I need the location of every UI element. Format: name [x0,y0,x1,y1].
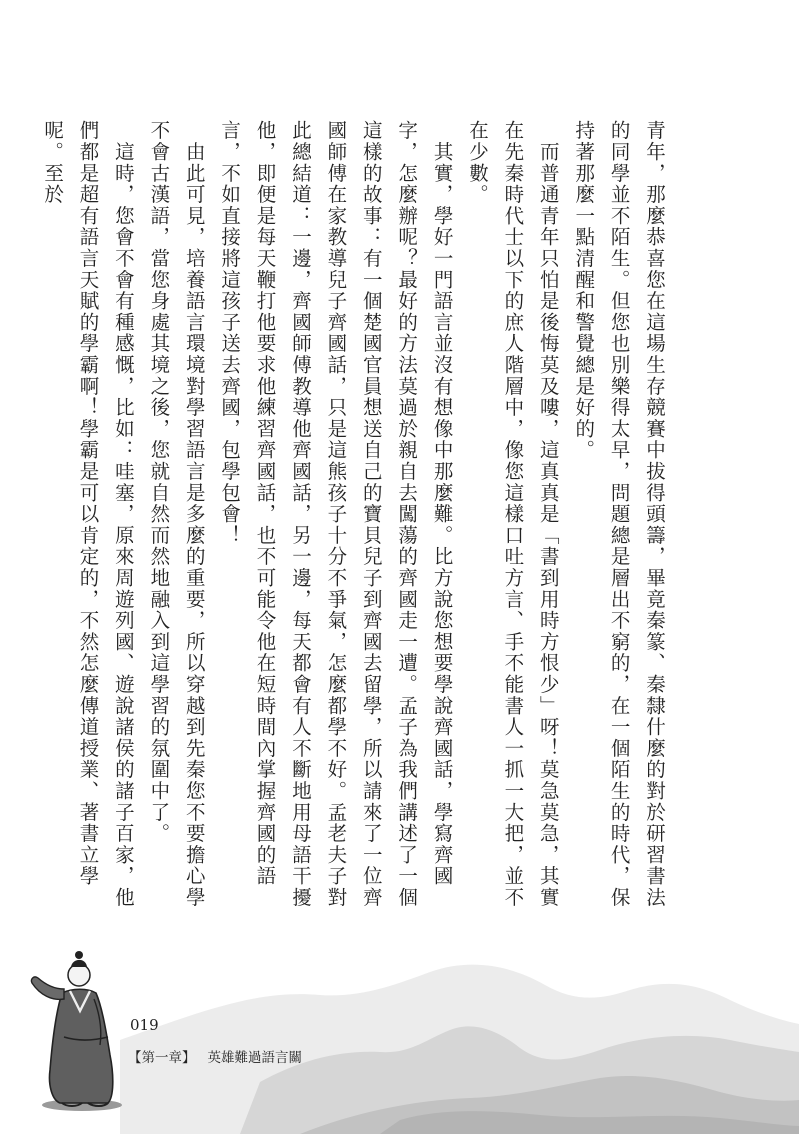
paragraph: 由此可見，培養語言環境對學習語言是多麼的重要，所以穿越到先秦您不要擔心學不會古漢語，當您身處其境之後，您就自然而然地融入到這學習的氛圍中了。 [147,120,206,909]
scholar-sleeve [31,977,64,999]
scholar-hair-bun [71,960,87,967]
scholar-head [68,964,90,986]
paragraph: 其實，學好一門語言並沒有想像中那麼難。比方說您想要學說齊國話，學寫齊國字，怎麼辦呢？最好的方法莫過於親自去闖蕩的齊國走一遭。孟子為我們講述了一個這樣的故事：有一個楚國官員想送自己的寶貝兒子到齊國去留學，所以請來了一位齊國師傅在家教導兒子齊國話，只是這熊孩子十分不爭氣，怎麼都學不好。孟老夫子對此總結道：一邊，齊國師傅教導他齊國話，另一邊，每天都會有人不斷地用母語干擾他，即便是每天鞭打他要求他練習齊國話，也不可能令他在短時間內掌握齊國的語言，不如直接將這孩子送去齊國，包學包會！ [218,120,454,909]
page-number: 019 [130,1016,159,1034]
chapter-label: 【第一章】 [128,1050,196,1066]
running-footer [128,1046,302,1066]
vertical-text-body [41,120,672,920]
paragraph: 這時，您會不會有種感慨，比如：哇塞，原來周遊列國、遊說諸侯的諸子百家，他們都是超有語言天賦的學霸啊！學霸是可以肯定的，不然怎麼傳道授業、著書立學呢。至於 [41,120,135,909]
paragraph: 而普通青年只怕是後悔莫及嘍，這真真是「書到用時方恨少」呀！莫急莫急，其實在先秦時代士以下的庶人階層中，像您這樣口吐方言、手不能書人一抓一大把，並不在少數。 [465,120,560,909]
scholar-topknot [75,951,83,959]
chapter-title: 英雄難過語言關 [207,1050,302,1066]
paragraph: 青年，那麼恭喜您在這場生存競賽中拔得頭籌，畢竟秦篆、秦隸什麼的對於研習書法的同學並不陌生。但您也別樂得太早，問題總是層出不窮的，在一個陌生的時代，保持著那麼一點清醒和警覺總是好的。 [572,120,666,909]
ancient-scholar-illustration [22,945,132,1115]
